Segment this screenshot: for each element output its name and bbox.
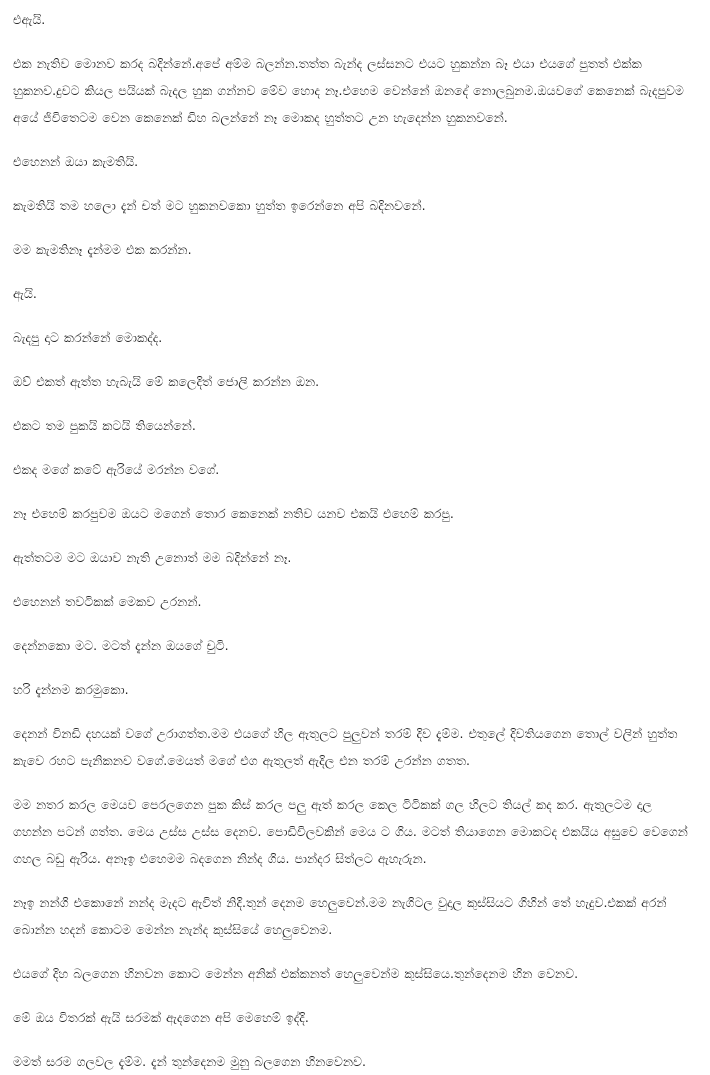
paragraph: ඇත්තටම මට ඔයාව නැති උනොත් මම බදින්නේ නෑ. [13, 550, 292, 565]
paragraph: එකට තම පුකයි කටයි තියෙන්නේ. [13, 418, 196, 433]
paragraph: කැමතියි තම හලො දැන් චත් මට හුකනවකො හුත්ත ඉරෙන්නෙ අපි බදිනවනේ. [13, 198, 426, 213]
paragraph: මමත් සරම ගලවල දැම්ම. දැන් තුන්දෙනම මුනු බලගෙන හිනවෙනව. [13, 1054, 366, 1069]
paragraph: එක නැතිව මොනව කරද බදින්නේ.අපේ අම්ම බලන්න.තත්ත බැන්ද ලස්සනට එයට හුකන්න බෑ එයා එයගේ පුතත් එක්ක හුකනව.දුවට කියල පයියක් බැදල හුක ගන්නව මේව හොද නෑ.එහෙම වෙන්නේ ඔනදේ නොලබුනම.ඔයවගේ කෙනෙක් බැදපුවම අයේ ජිවිතෙටම වෙන කෙනෙක් ඩිහ බලන්නේ නෑ මොකද හුත්තට උන හැදෙන්න හුකනවනේ. [13, 56, 684, 125]
paragraph: මම කැමතිනෑ දැන්මම එක කරන්න. [13, 242, 192, 257]
paragraph: දෙන්නකො මට. මටත් දැන්න ඔයගේ චුටි. [13, 638, 229, 653]
paragraph: එකද මගේ කටේ ඇරියේ මරන්න වගේ. [13, 462, 220, 477]
paragraph: ඔව් එකත් ඇත්ත හැබැයි මේ කලෙදිත් ජොලි කරන්න ඔන. [13, 374, 320, 389]
paragraph: එයගේ දිහ බලගෙන හිනවන කොට මෙන්න අනික් එක්කනත් හෙලුවෙන්ම කුස්සියෙ.තුන්දෙනම හින වෙනව. [13, 966, 579, 981]
paragraph: නෑ එහෙම් කරපුවම ඔයට මගෙන් තොර කෙනෙක් නතිව යනව එකයි එහෙම් කරපු. [13, 506, 454, 521]
paragraph: බැදපු දාට කරන්නේ මොකද්ද. [13, 330, 163, 345]
paragraph: එහෙනන් තවටිකක් මෙකව උරනන්. [13, 594, 202, 609]
paragraph: දෙනන් විනඩි දහයක් වගේ උරාගත්ත.මම එයගේ හිල ඇතුලට පුලුවන් තරම් දිව දැම්ම. එතුලේ දිවතියගෙන තොල් වලින් හුත්ත කැවෙ රහට පැනිකනව වගේ.මෙයත් මගේ එග ඇතුලත් ඇදිල එන තරම් උරන්න ගතත. [13, 726, 678, 768]
paragraph: මේ ඔය විතරක් ඇයි සරමක් ඇදගෙන අපි මෙහෙම් ඉද්දි. [13, 1010, 309, 1025]
paragraph: එඇයි. [13, 12, 46, 27]
paragraph: ඇයි. [13, 286, 37, 301]
paragraph: මම නතර කරල මෙයව පෙරලගෙන පුක කිස් කරල පලු ඇත් කරල කෙල ටිටිකක් ගල හිලට තියල් කද කර. ඇතුලටම දාල ගහන්න පටන් ගත්ත. මෙය උස්ස උස්ස දෙනව. පොඩිවිලවකින් මෙය ට ගිය. මටත් තියාගෙන මොකටද එකයිය අසුවෙ වෙගෙන් ගහල බඩු ඇරිය. අනෑඉ එහෙමම බදගෙන නින්ද ගිය. පාන්දර සිත්ලට ඇහැරුන. [13, 797, 688, 866]
paragraph: එහෙනන් ඔයා කැමතියි. [13, 154, 139, 169]
paragraph: නෑඉ නන්ගි එකොනේ නන්ද මැදට ඇවිත් නිදි.තුන් දෙනම හෙලුවෙන්.මම නැගිටල වුදාල කුස්සියට ගිහින් තේ හැදුව.එකක් අරන් බොන්න හදන් කොටම මෙන්න නැන්ද කුස්සියේ හෙලුවෙනම. [13, 895, 667, 937]
paragraph: හරි දැන්නම කරමුකො. [13, 682, 129, 697]
